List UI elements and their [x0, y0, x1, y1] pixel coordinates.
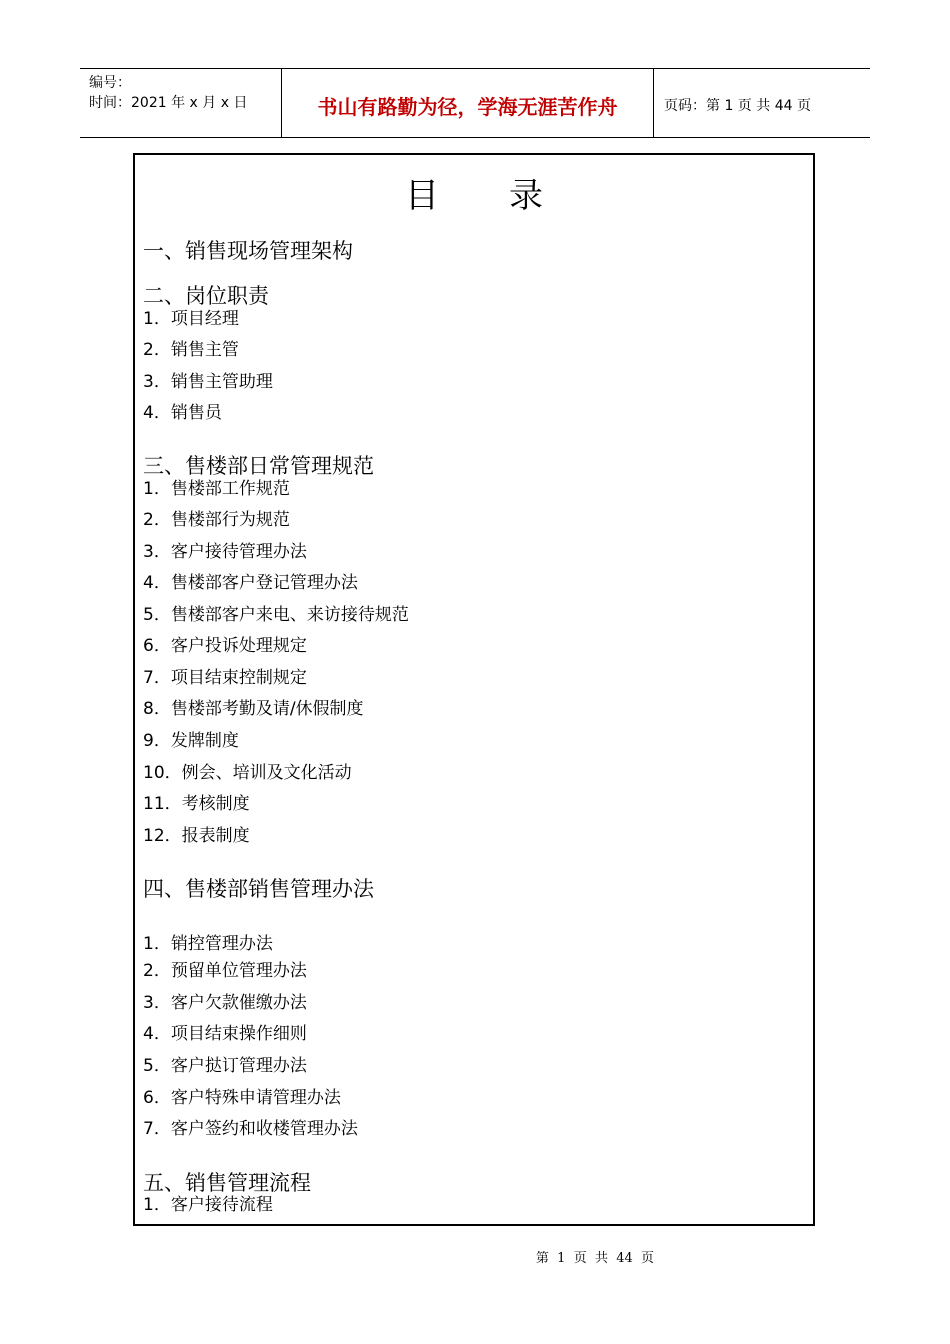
toc-item: 1．售楼部工作规范 — [143, 479, 290, 499]
toc-item: 3．客户欠款催缴办法 — [143, 993, 307, 1013]
toc-item: 3．销售主管助理 — [143, 372, 273, 392]
toc-item: 6．客户特殊申请管理办法 — [143, 1088, 341, 1108]
toc-title: 目录 — [405, 176, 613, 216]
toc-item: 2．售楼部行为规范 — [143, 510, 290, 530]
toc-item: 6．客户投诉处理规定 — [143, 636, 307, 656]
page-footer: 第 1 页 共 44 页 — [535, 1251, 655, 1266]
toc-item: 1．销控管理办法 — [143, 934, 273, 954]
toc-item: 5．客户挞订管理办法 — [143, 1056, 307, 1076]
toc-item: 1．客户接待流程 — [143, 1195, 273, 1215]
toc-item: 3．客户接待管理办法 — [143, 542, 307, 562]
toc-item: 12．报表制度 — [143, 826, 250, 846]
toc-item: 4．销售员 — [143, 403, 222, 423]
number-label: 编号： — [89, 75, 131, 91]
toc-section-1: 一、销售现场管理架构 — [143, 239, 353, 263]
header-page-info: 页码：第 1 页 共 44 页 — [664, 98, 811, 114]
toc-section-2: 二、岗位职责 — [143, 284, 269, 308]
toc-item: 1．项目经理 — [143, 309, 239, 329]
toc-item: 2．预留单位管理办法 — [143, 961, 307, 981]
toc-section-4: 四、售楼部销售管理办法 — [143, 877, 374, 901]
toc-item: 11．考核制度 — [143, 794, 250, 814]
toc-item: 8．售楼部考勤及请/休假制度 — [143, 699, 364, 719]
page-header — [80, 68, 870, 138]
toc-section-5: 五、销售管理流程 — [143, 1171, 311, 1195]
toc-item: 9．发牌制度 — [143, 731, 239, 751]
toc-item: 5．售楼部客户来电、来访接待规范 — [143, 605, 409, 625]
toc-item: 7．客户签约和收楼管理办法 — [143, 1119, 358, 1139]
header-motto: 书山有路勤为径，学海无涯苦作舟 — [281, 69, 654, 137]
date-label: 时间：2021 年 x 月 x 日 — [89, 95, 248, 111]
toc-item: 10．例会、培训及文化活动 — [143, 763, 352, 783]
toc-item: 7．项目结束控制规定 — [143, 668, 307, 688]
toc-item: 4．售楼部客户登记管理办法 — [143, 573, 358, 593]
header-meta — [80, 69, 281, 137]
toc-section-3: 三、售楼部日常管理规范 — [143, 454, 374, 478]
toc-item: 2．销售主管 — [143, 340, 239, 360]
toc-item: 4．项目结束操作细则 — [143, 1024, 307, 1044]
